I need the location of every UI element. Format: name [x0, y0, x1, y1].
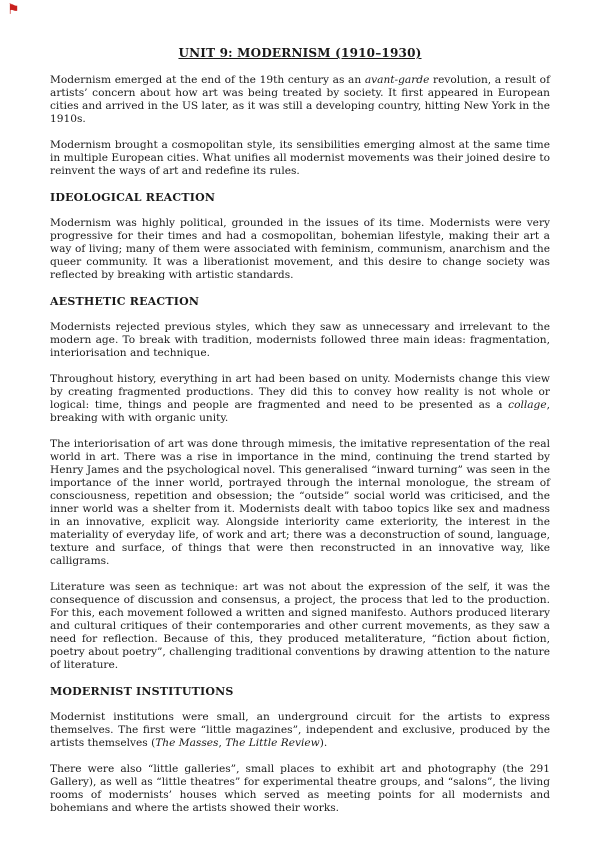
text-run: ). [319, 737, 328, 749]
italic-text-run: The Masses [155, 737, 219, 749]
text-run: Modernism was highly political, grounded in the issues of its time. Modernists were very progressive for their times and had a cosmopolitan, bohemian lifestyle, making their art a way of living; many of them were associated with feminism, communism, anarchism and the queer community. It was a liberationist movement, and this desire to change society was reflected by breaking with artistic standards. [50, 217, 550, 281]
italic-text-run: The Little Review [225, 737, 320, 749]
text-run: Modernism emerged at the end of the 19th century as an [50, 74, 365, 86]
paragraph-little-magazines [50, 711, 550, 750]
paragraph-cosmopolitan-style [50, 139, 550, 178]
text-run: , [218, 737, 226, 749]
paragraph-highly-political [50, 217, 550, 282]
section-heading-aesthetic-reaction: AESTHETIC REACTION [50, 295, 200, 308]
paragraph-interiorisation [50, 438, 550, 568]
italic-text-run: collage [508, 399, 547, 411]
paragraph-fragmentation [50, 373, 550, 425]
page-title: UNIT 9: MODERNISM (1910–1930) [178, 46, 422, 60]
text-run: revolution, a result of artists’ concern about how art was being treated by society. It first appeared in European cities and arrived in the US later, as it was still a developing country, hitting New York in the 1910s. [50, 74, 550, 125]
paragraph-modernism-emerged [50, 74, 550, 126]
text-run: Modernism brought a cosmopolitan style, its sensibilities emerging almost at the same time in multiple European cities. What unifies all modernist movements was their joined desire to reinvent the ways of art and redefine its rules. [50, 139, 550, 177]
text-run: The interiorisation of art was done through mimesis, the imitative representation of the real world in art. There was a rise in importance in the mind, continuing the trend started by Henry James and the psychological novel. This generalised “inward turning” was seen in the importance of the inner world, portrayed through the internal monologue, the stream of consciousness, repetition and obsession; the “outside” social world was criticised, and the inner world was a shelter from it. Modernists dealt with taboo topics like sex and madness in an innovative, explicit way. Alongside interiority came exteriority, the interest in the materiality of everyday life, of work and art; there was a deconstruction of sound, language, texture and surface, of things that were then reconstructed in an innovative way, like calligrams. [50, 438, 550, 567]
italic-text-run: avant-garde [364, 74, 430, 86]
paragraph-literature-as-technique [50, 581, 550, 672]
section-heading-modernist-institutions: MODERNIST INSTITUTIONS [50, 685, 234, 698]
text-run: Literature was seen as technique: art was not about the expression of the self, it was the consequence of discussion and consensus, a project, the process that led to the production. For this, each movement followed a written and signed manifesto. Authors produced literary and cultural critiques of their contemporaries and other current movements, as they saw a need for reflection. Because of this, they produced metaliterature, “fiction about fiction, poetry about poetry”, challenging traditional conventions by drawing attention to the nature of literature. [50, 581, 550, 671]
red-flag-icon: ⚑ [7, 2, 20, 18]
text-run: Modernists rejected previous styles, which they saw as unnecessary and irrelevant to the modern age. To break with tradition, modernists followed three main ideas: fragmentation, interiorisation and technique. [50, 321, 550, 359]
text-run: Modernist institutions were small, an underground circuit for the artists to express themselves. The first were “little magazines”, independent and exclusive, produced by the artists themselves ( [50, 711, 550, 749]
paragraph-rejected-previous-styles [50, 321, 550, 360]
section-heading-ideological-reaction: IDEOLOGICAL REACTION [50, 191, 216, 204]
text-run: There were also “little galleries”, small places to exhibit art and photography (the 291 Gallery), as well as “little theatres” for experimental theatre groups, and “salons”, the living rooms of modernists’ houses which served as meeting points for all modernists and bohemians and where the artists showed their works. [50, 763, 550, 814]
text-run: , breaking with with organic unity. [50, 399, 550, 424]
paragraph-little-galleries [50, 763, 550, 815]
text-run: Throughout history, everything in art had been based on unity. Modernists change this view by creating fragmented productions. They did this to convey how reality is not whole or logical: time, things and people are fragmented and need to be presented as a [50, 373, 550, 411]
